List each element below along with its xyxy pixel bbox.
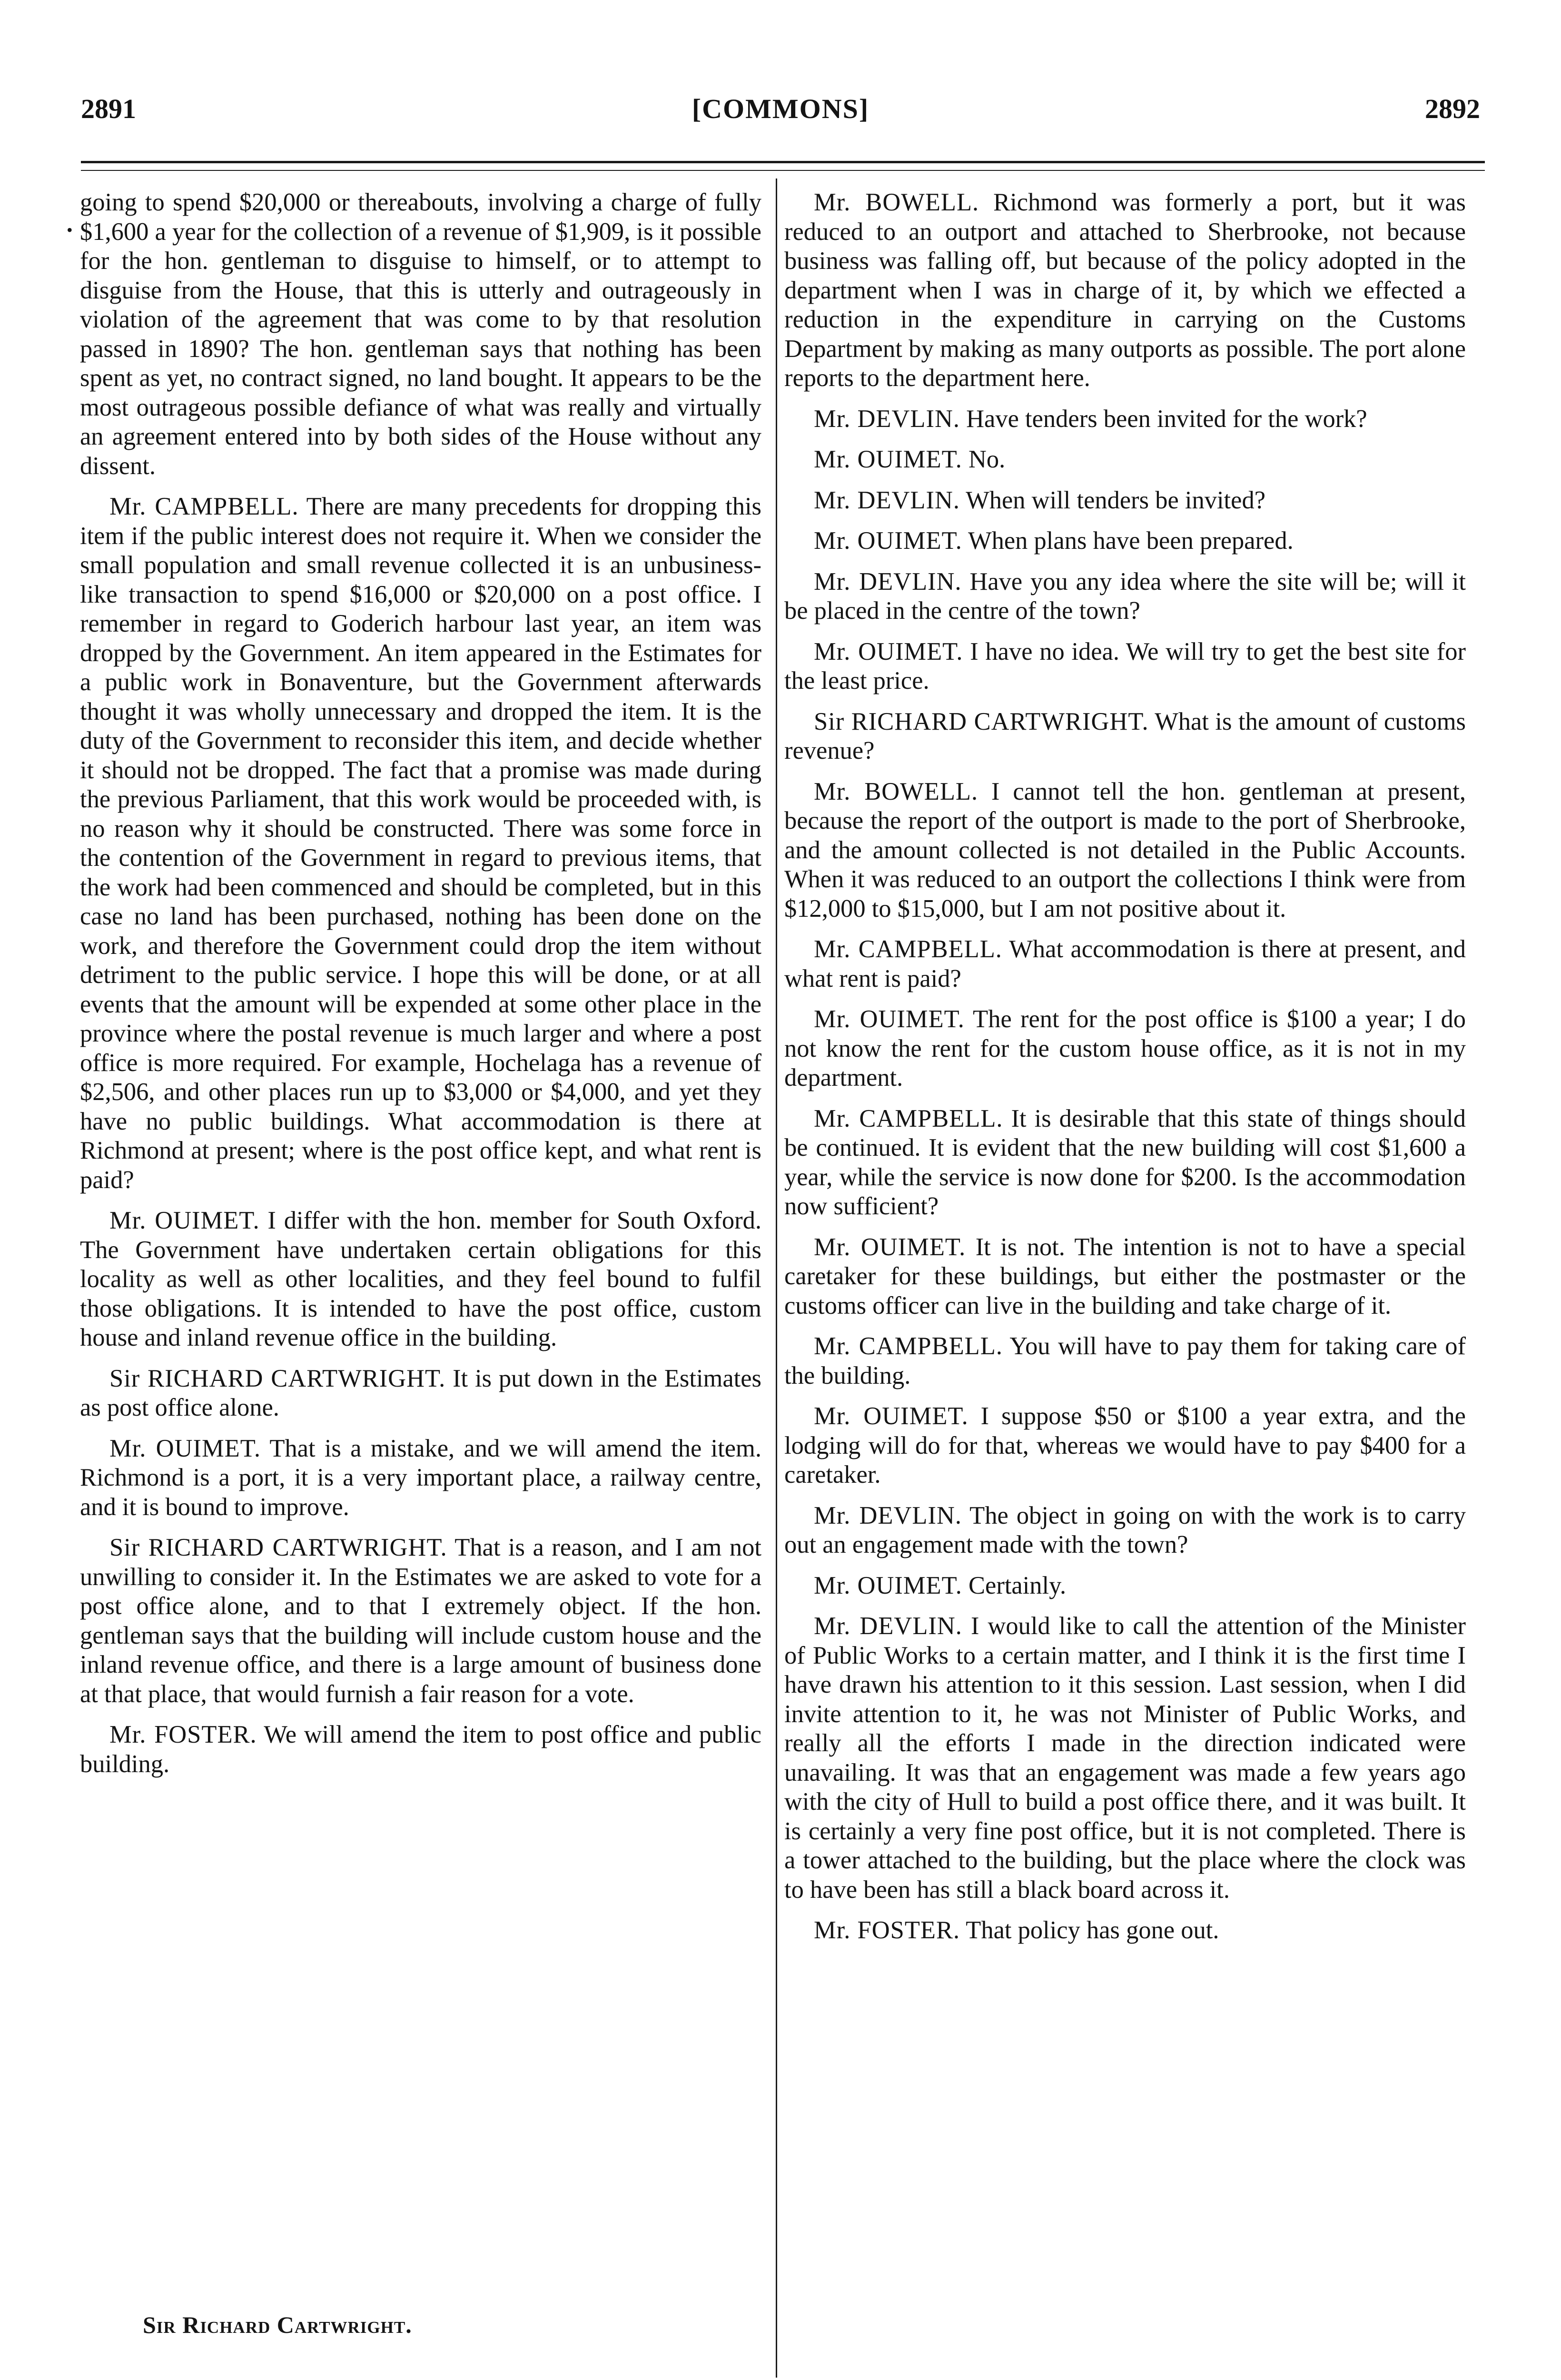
margin-mark: • [67,220,73,239]
speaker-name: Sir RICHARD CARTWRIGHT. [109,1364,446,1392]
right-column [784,188,1466,1957]
speech-paragraph [784,486,1466,516]
speaker-name: Mr. OUIMET. [814,527,962,555]
speech-text: It is desirable that this state of things should be continued. It is evident that the new building will cost $1,600 a year, while the service is now done for $200. Is the accommodation now sufficient? [784,1104,1466,1220]
speech-text: What accommodation is there at present, and what rent is paid? [784,935,1466,992]
speaker-name: Mr. CAMPBELL. [109,493,299,520]
speech-paragraph [784,1402,1466,1490]
speech-paragraph [784,707,1466,766]
speaker-name: Mr. DEVLIN. [814,486,960,514]
speech-text: I have no idea. We will try to get the best site for the least price. [784,637,1466,694]
speech-paragraph [784,1501,1466,1560]
speaker-name: Sir RICHARD CARTWRIGHT. [814,707,1149,735]
speech-paragraph [784,445,1466,475]
speech-text: You will have to pay them for taking care of the building. [784,1332,1466,1389]
speech-paragraph [784,1571,1466,1601]
speech-paragraph [784,935,1466,993]
speech-text: We will amend the item to post office and public building. [80,1721,761,1778]
speech-paragraph [784,567,1466,626]
speaker-name: Mr. BOWELL. [814,188,979,216]
speech-paragraph [80,492,761,1195]
speaker-name: Mr. OUIMET. [814,1402,968,1430]
speech-paragraph [784,1233,1466,1321]
speech-paragraph [784,188,1466,393]
speech-text: It is put down in the Estimates as post office alone. [80,1364,761,1421]
page-number-right: 2892 [1425,93,1480,124]
speaker-name: Mr. FOSTER. [814,1916,960,1944]
speaker-name: Mr. CAMPBELL. [814,1104,1003,1132]
speaker-name: Mr. OUIMET. [814,1233,966,1261]
speech-text: I differ with the hon. member for South Oxford. The Government have undertaken certain obligations for this locality as well as other localities, and they feel bound to fulfil those obligations. It is intended to have the post office, custom house and inland revenue office in the building. [80,1207,761,1351]
speech-text: That policy has gone out. [966,1916,1219,1944]
speaker-name: Mr. BOWELL. [814,777,978,805]
page-number-left: 2891 [81,93,136,124]
header-rule-thin [81,170,1485,171]
speech-text: I suppose $50 or $100 a year extra, and the lodging will do for that, whereas we would have to pay $400 for a caretaker. [784,1402,1466,1488]
speech-paragraph [784,1005,1466,1093]
speech-text: I would like to call the attention of the Minister of Public Works to a certain matter, and I think it is the first time I have drawn his attention to it this session. Last session, when I did invite attention to it, he was not Minister of Public Works, and really all the efforts I made in the direction indicated were unavailing. It was that an engagement was made a few years ago with the city of Hull to build a post office there, and it was built. It is certainly a very fine post office, but it is not completed. There is a tower attached to the building, but the place where the clock was to have been has still a black board across it. [784,1612,1466,1904]
speech-paragraph [784,637,1466,696]
speech-text: going to spend $20,000 or thereabouts, involving a charge of fully $1,600 a year for the collection of a revenue of $1,909, is it possible for the hon. gentleman to disguise to himself, or to attempt to disguise from the House, that this is utterly and outrageously in violation of the agreement that was come to by that resolution passed in 1890? The hon. gentleman says that nothing has been spent as yet, no contract signed, no land bought. It appears to be the most outrageous possible defiance of what was really and virtually an agreement entered into by both sides of the House without any dissent. [80,188,761,480]
speaker-name: Mr. CAMPBELL. [814,935,1002,963]
speech-paragraph [784,1104,1466,1221]
speaker-name: Mr. DEVLIN. [814,1501,962,1529]
left-column [80,188,761,1790]
speaker-name: Mr. FOSTER. [109,1721,257,1748]
speaker-name: Mr. OUIMET. [814,637,963,665]
speech-text: That is a reason, and I am not unwilling to consider it. In the Estimates we are asked to vote for a post office alone, and to that I extremely object. If the hon. gentleman says that the building will include custom house and the inland revenue office, and there is a large amount of business done at that place, that would furnish a fair reason for a vote. [80,1534,761,1708]
speech-paragraph [784,526,1466,556]
speaker-name: Mr. OUIMET. [109,1207,260,1234]
section-title: [COMMONS] [692,93,869,124]
speech-paragraph [784,1612,1466,1904]
speaker-name: Mr. DEVLIN. [814,567,962,595]
speech-paragraph [80,1720,761,1779]
speech-text: Have tenders been invited for the work? [966,405,1367,433]
speech-text: Have you any idea where the site will be; will it be placed in the centre of the town? [784,567,1466,625]
speaker-name: Sir RICHARD CARTWRIGHT. [109,1534,447,1561]
speech-paragraph [784,1916,1466,1945]
speaker-name: Mr. OUIMET. [814,446,962,473]
speech-text: It is not. The intention is not to have a special caretaker for these buildings, but either the postmaster or the customs officer can live in the building and take charge of it. [784,1233,1466,1319]
speaker-name: Mr. DEVLIN. [814,405,960,433]
running-footer-signature: Sir Richard Cartwright. [143,2311,412,2338]
speech-paragraph [80,1364,761,1423]
speech-text: No. [968,446,1006,473]
speech-text: When plans have been prepared. [968,527,1294,555]
speech-text: What is the amount of customs revenue? [784,707,1466,764]
header-rule-thick [81,161,1485,163]
page-header [81,93,1480,131]
speech-paragraph [80,1434,761,1522]
speech-paragraph [784,1332,1466,1390]
speaker-name: Mr. OUIMET. [814,1005,965,1033]
speech-paragraph [80,1206,761,1353]
speech-text: The rent for the post office is $100 a year; I do not know the rent for the custom house office, as it is not in my department. [784,1005,1466,1091]
speaker-name: Mr. DEVLIN. [814,1612,962,1640]
speech-text: Certainly. [968,1571,1067,1599]
column-divider [776,178,777,2378]
speech-text: That is a mistake, and we will amend the item. Richmond is a port, it is a very important place, a railway centre, and it is bound to improve. [80,1434,761,1521]
speech-paragraph [80,188,761,481]
speech-text: When will tenders be invited? [966,486,1265,514]
speech-text: I cannot tell the hon. gentleman at present, because the report of the outport is made to the port of Sherbrooke, and the amount collected is not detailed in the Public Accounts. When it was reduced to an outport the collections I think were from $12,000 to $15,000, but I am not positive about it. [784,777,1466,922]
speech-text: Richmond was formerly a port, but it was reduced to an outport and attached to Sherbrooke, not because business was falling off, but because of the policy adopted in the department when I was in charge of it, by which we effected a reduction in the expenditure in carrying on the Customs Department by making as many outports as possible. The port alone reports to the department here. [784,188,1466,392]
speaker-name: Mr. OUIMET. [109,1434,261,1462]
speaker-name: Mr. CAMPBELL. [814,1332,1003,1360]
speech-paragraph [80,1533,761,1709]
speech-text: The object in going on with the work is to carry out an engagement made with the town? [784,1501,1466,1558]
speech-paragraph [784,777,1466,924]
speech-paragraph [784,405,1466,434]
speaker-name: Mr. OUIMET. [814,1571,962,1599]
speech-text: There are many precedents for dropping this item if the public interest does not require it. When we consider the small population and small revenue collected it is an unbusiness-like transaction to spend $16,000 or $20,000 on a post office. I remember in regard to Goderich harbour last year, an item was dropped by the Government. An item appeared in the Estimates for a public work in Bonaventure, but the Government afterwards thought it was wholly unnecessary and dropped the item. It is the duty of the Government to reconsider this item, and decide whether it should not be dropped. The fact that a promise was made during the previous Parliament, that this work would be proceeded with, is no reason why it should be constructed. There was some force in the contention of the Government in regard to previous items, that the work had been commenced and should be completed, but in this case no land has been purchased, nothing has been done on the work, and therefore the Government could drop the item without detriment to the public service. I hope this will be done, or at all events that the amount will be expended at some other place in the province where the postal revenue is much larger and where a post office is more required. For example, Hochelaga has a revenue of $2,506, and other places run up to $3,000 or $4,000, and yet they have no public buildings. What accommodation is there at Richmond at present; where is the post office kept, and what rent is paid? [80,493,761,1194]
